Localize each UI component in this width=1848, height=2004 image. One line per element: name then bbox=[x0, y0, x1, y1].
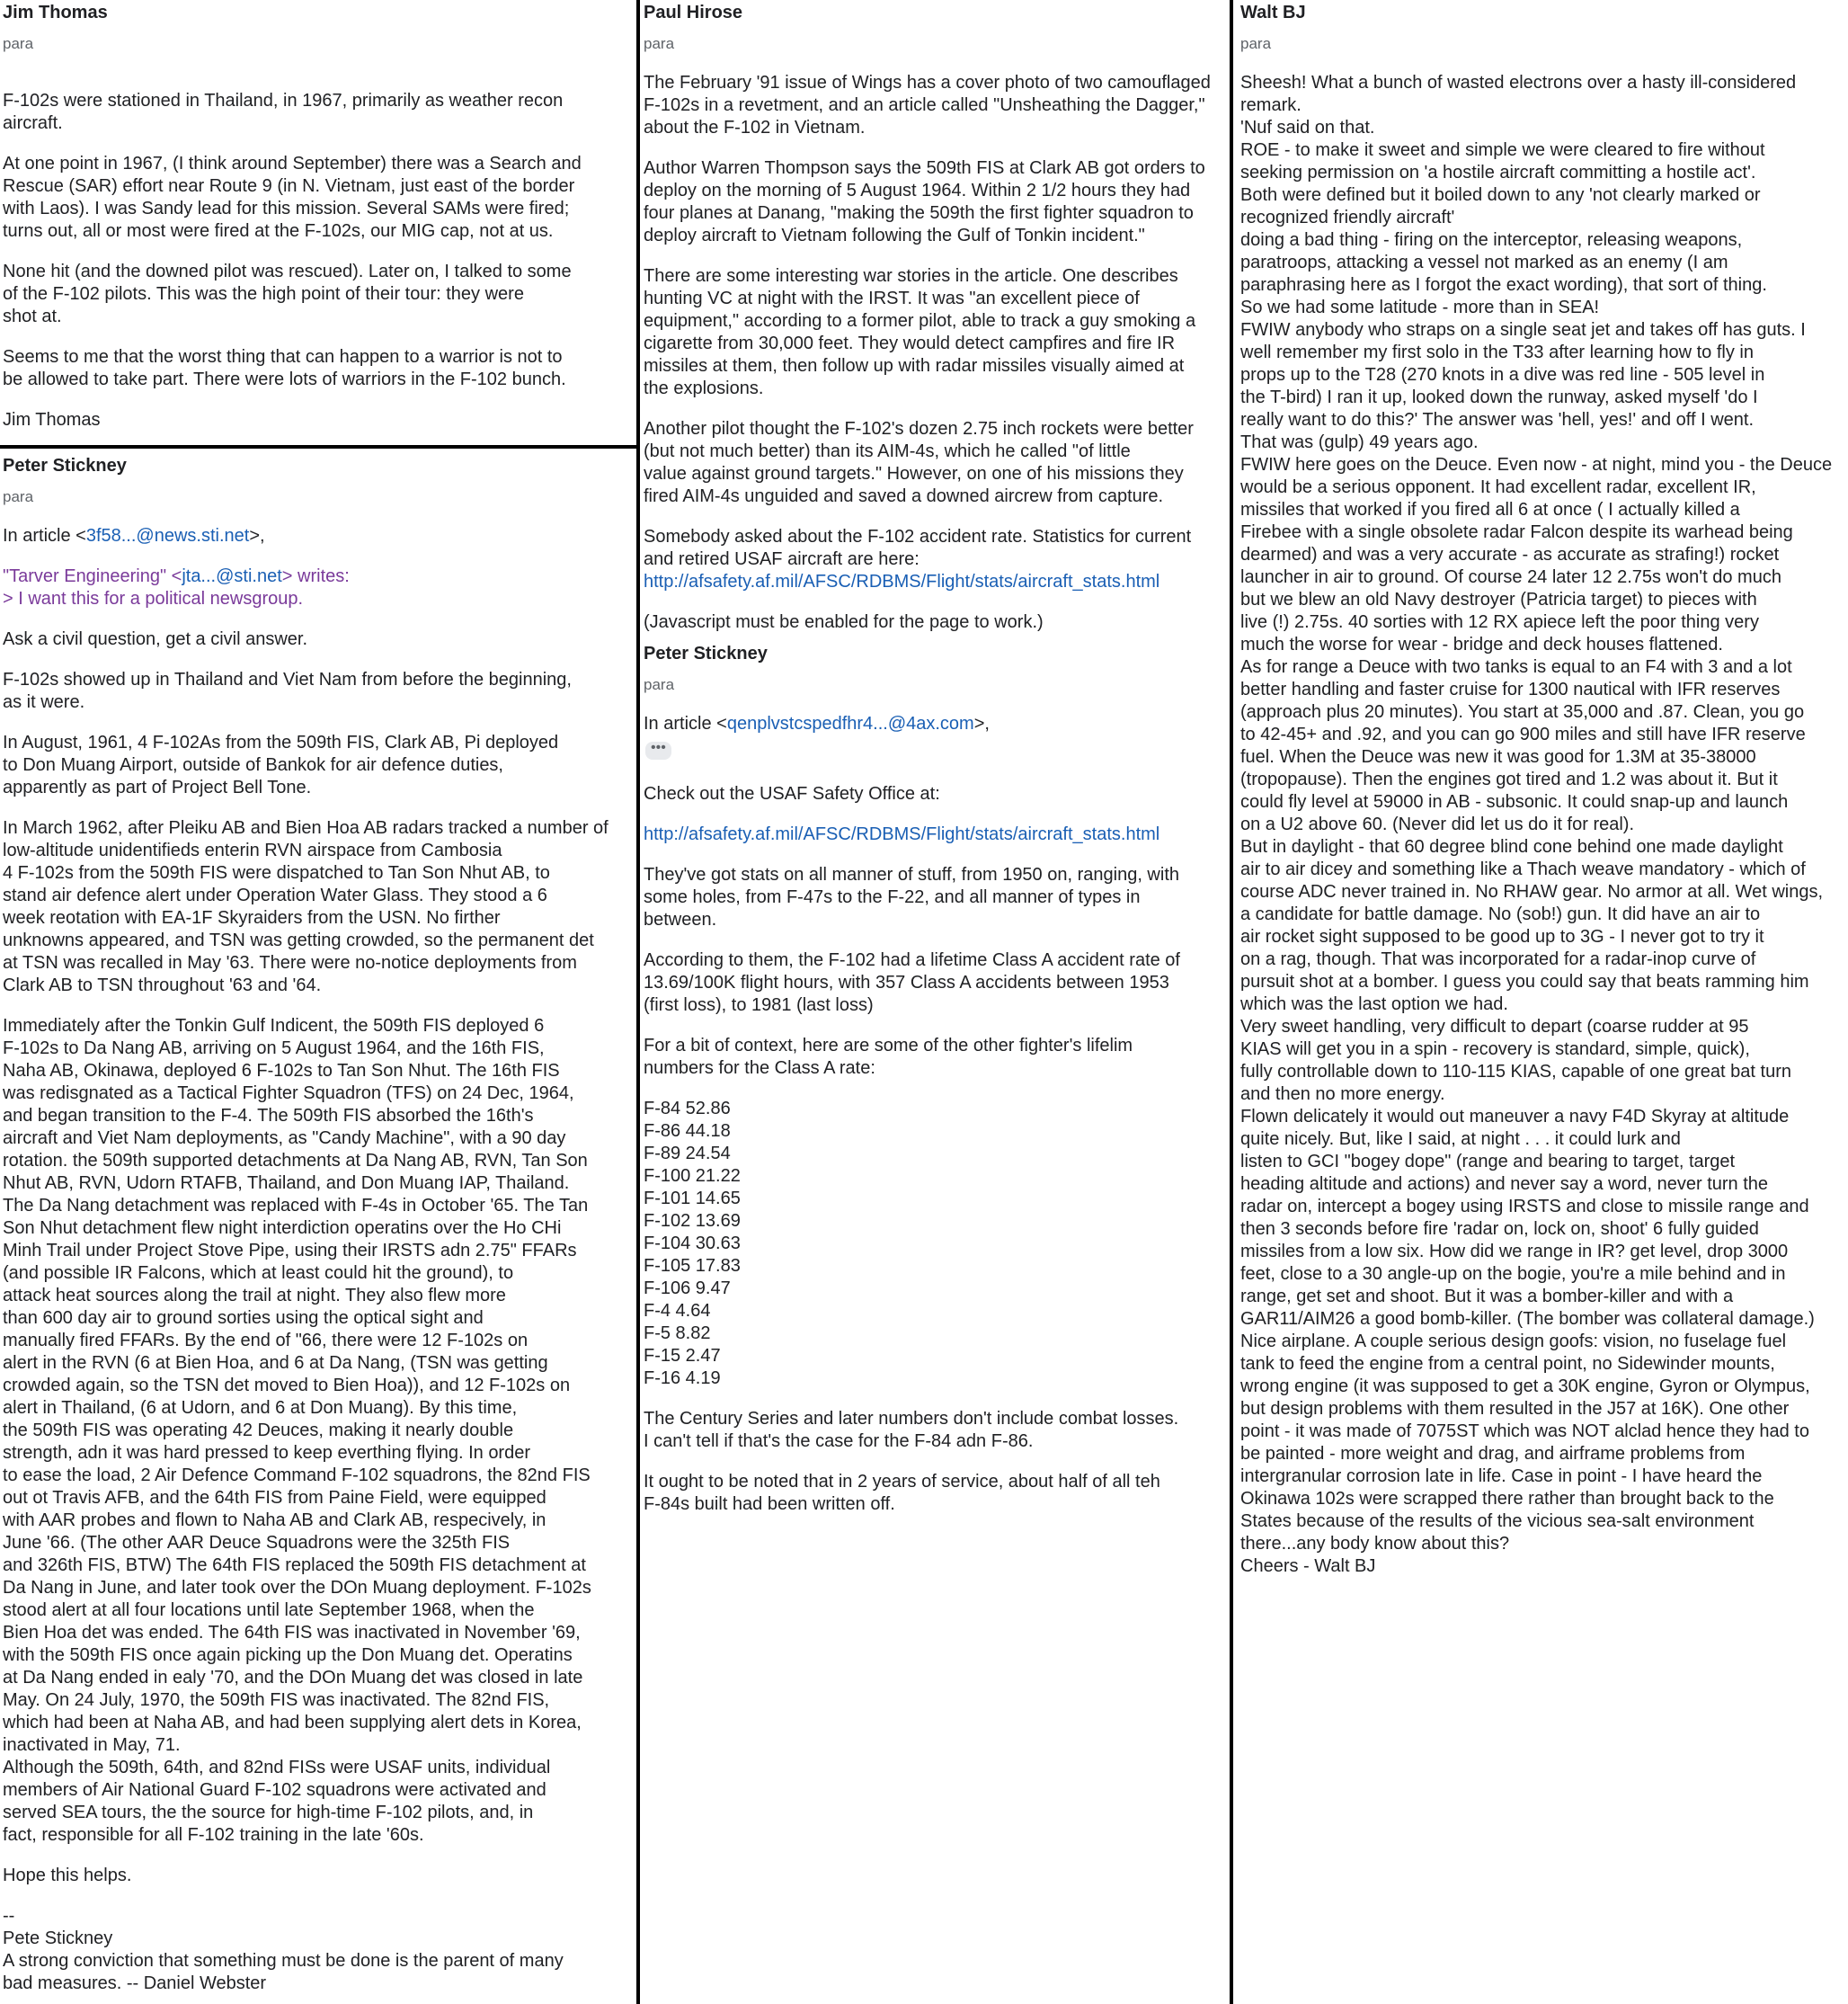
post-paragraph: F-102s showed up in Thailand and Viet Nam from before the beginning, as it were. bbox=[3, 670, 572, 712]
post-paragraph: None hit (and the downed pilot was rescued). Later on, I talked to some of the F-102 pilots. This was the high point of their tour: they were shot at. bbox=[3, 262, 572, 326]
author-name[interactable]: Jim Thomas bbox=[3, 3, 108, 22]
article-attribution bbox=[644, 713, 1226, 735]
post-meta: para bbox=[3, 35, 34, 52]
post-body bbox=[1240, 72, 1844, 1578]
post-meta: para bbox=[644, 676, 675, 693]
attribution-suffix: >, bbox=[249, 526, 265, 546]
attribution-prefix: In article < bbox=[644, 714, 727, 734]
post-paragraph: Check out the USAF Safety Office at: bbox=[644, 784, 940, 804]
post-body bbox=[644, 713, 1226, 1516]
right-column bbox=[1240, 0, 1844, 2004]
post-body bbox=[3, 90, 632, 432]
post-meta: para bbox=[3, 488, 34, 505]
attribution-prefix: In article < bbox=[3, 526, 86, 546]
quoted-email-link[interactable]: jta...@sti.net bbox=[182, 566, 282, 586]
post-paragraph: (Javascript must be enabled for the page to work.) bbox=[644, 612, 1044, 632]
stats-link[interactable]: http://afsafety.af.mil/AFSC/RDBMS/Flight/stats/aircraft_stats.html bbox=[644, 572, 1160, 592]
post-paragraph: Author Warren Thompson says the 509th FIS at Clark AB got orders to deploy on the morning of 5 August 1964. Within 2 1/2 hours they had four planes at Danang, "making the 509th the first fighter squadron to deploy aircraft to Vietnam following the Gulf of Tonkin incident." bbox=[644, 158, 1205, 245]
middle-column bbox=[644, 0, 1226, 2004]
post-paragraph bbox=[644, 526, 1226, 593]
post-meta: para bbox=[644, 35, 675, 52]
post-signature: Jim Thomas bbox=[3, 410, 101, 430]
quoted-author-end: > writes: bbox=[281, 566, 350, 586]
post-paragraph: Seems to me that the worst thing that can happen to a warrior is not to be allowed to take part. There were lots of warriors in the F-102 bunch. bbox=[3, 347, 566, 389]
author-name[interactable]: Walt BJ bbox=[1240, 3, 1306, 22]
post-paragraph: According to them, the F-102 had a lifetime Class A accident rate of 13.69/100K flight hours, with 357 Class A accidents between 1953 (first loss), to 1981 (last loss) bbox=[644, 950, 1180, 1015]
post-paragraph: Immediately after the Tonkin Gulf Indicent, the 509th FIS deployed 6 F-102s to Da Nang AB, arriving on 5 August 1964, and the 16th FIS, Naha AB, Okinawa, deployed 6 F-102s to Tan Son Nhut. The 16th FIS was redisgnated as a Tactical Fighter Squadron (TFS) on 24 Dec, 1964, and began transition to the F-4. The 509th FIS absorbed the 16th's aircraft and Viet Nam deployments, as "Candy Machine", with a 90 day rotation. the 509th supported detachments at Da Nang AB, RVN, Tan Son Nhut AB, RVN, Udorn RTAFB, Thailand, and Don Muang IAP, Thailand. The Da Nang detachment was replaced with F-4s in October '65. The Tan Son Nhut detachment flew night interdiction operatins over the Ho CHi Minh Trail under Project Stove Pipe, using their IRSTS adn 2.75" FFARs (and possible IR Falcons, which at least could hit the ground), to attack heat sources along the trail at night. They also flew more than 600 day air to ground sorties using the optical sight and manually fired FFARs. By the end of "66, there were 12 F-102s on alert in the RVN (6 at Bien Hoa, and 6 at Da Nang, (TSN was getting crowded again, so the TSN det moved to Bien Hoa)), and 12 F-102s on alert in Thailand, (6 at Udorn, and 6 at Don Muang). By this time, the 509th FIS was operating 42 Deuces, making it nearly double strength, adn it was hard pressed to keep everthing flying. In order to ease the load, 2 Air Defence Command F-102 squadrons, the 82nd FIS out ot Travis AFB, and the 64th FIS from Paine Field, were equipped with AAR probes and flown to Naha AB and Clark AB, respecively, in June '66. (The other AAR Deuce Squadrons were the 325th FIS and 326th FIS, BTW) The 64th FIS replaced the 509th FIS detachment at Da Nang in June, and later took over the DOn Muang deployment. F-102s stood alert at all four locations until late September 1968, when the Bien Hoa det was ended. The 64th FIS was inactivated in November '69, with the 509th FIS once again picking up the Don Muang det. Operatins at Da Nang ended in ealy '70, and the DOn Muang det was closed in late May. On 24 July, 1970, the 509th FIS was inactivated. The 82nd FIS, which had been at Naha AB, and had been supplying alert dets in Korea, inactivated in May, 71. Although the 509th, 64th, and 82nd FISs were USAF units, individual members of Air National Guard F-102 squadrons were activated and served SEA tours, the the source for high-time F-102 pilots, and, in fact, responsible for all F-102 training in the late '60s. bbox=[3, 1016, 591, 1845]
post-text: Sheesh! What a bunch of wasted electrons over a hasty ill-considered remark. 'Nuf said on that. ROE - to make it sweet and simple we were cleared to fire without seeking permission on 'a hostile aircraft committing a hostile act'. Both were defined but it boiled down to any 'not clearly marked or recognized friendly aircraft' doing a bad thing - firing on the interceptor, releasing weapons, paratroops, attacking a vessel not marked as an enemy (I am paraphrasing here as I forgot the exact wording), that sort of thing. So we had some latitude - more than in SEA! FWIW anybody who straps on a single seat jet and takes off has guts. I well remember my first solo in the T33 after learning how to fly in props up to the T28 (270 knots in a dive was red line - 505 level in the T-bird) I ran it up, looked down the runway, asked myself 'do I really want to do this?' The answer was 'hell, yes!' and off I went. That was (gulp) 49 years ago. FWIW here goes on the Deuce. Even now - at night, mind you - the Deuce would be a serious opponent. It had excellent radar, excellent IR, missiles that worked if you fired all 6 at once ( I actually killed a Firebee with a single obsolete radar Falcon despite its warhead being dearmed) and was a very accurate - as accurate as strafing!) rocket launcher in air to ground. Of course 24 later 12 2.75s won't do much but we blew an old Navy destroyer (Patricia target) to pieces with live (!) 2.75s. 40 sorties with 12 RX apiece left the poor thing very much the worse for wear - bridge and deck houses flattened. As for range a Deuce with two tanks is equal to an F4 with 3 and a lot better handling and faster cruise for 1300 nautical with IFR reserves (approach plus 20 minutes). You start at 35,000 and .87. Clean, you go to 42-45+ and .92, and you can go 900 miles and still have IFR reserve fuel. When the Deuce was new it was good for 1.3M at 35-38000 (tropopause). Then the engines got tired and 1.2 was about it. But it could fly level at 59000 in AB - subsonic. It could snap-up and launch on a U2 above 60. (Never did let us do it for real). But in daylight - that 60 degree blind cone behind one made daylight air to air dicey and something like a Thach weave mandatory - which of course ADC never trained in. No RHAW gear. No armor at all. Wet wings, a candidate for battle damage. No (sob!) gun. It did have an air to air rocket sight supposed to be good up to 3G - I never got to try it on a rag, though. That was incorporated for a radar-inop curve of pursuit shot at a bomber. I guess you could say that beats ramming him which was the last option we had. Very sweet handling, very difficult to depart (coarse rudder at 95 KIAS will get you in a spin - recovery is standard, simple, quick), fully controllable down to 110-115 KIAS, capable of one great bat turn and then no more energy. Flown delicately it would out maneuver a navy F4D Skyray at altitude quite nicely. But, like I said, at night . . . it could lurk and listen to GCI "bogey dope" (range and bearing to target, target heading altitude and actions) and never say a word, never turn the radar on, intercept a bogey using IRSTS and close to missile range and then 3 seconds before fire 'radar on, lock on, shoot' 6 fully guided missiles from a low six. How did we range in IR? get level, drop 3000 feet, close to a 30 angle-up on the bogie, you're a mile behind and in range, get set and shoot. But it was a bomber-killer and with a GAR11/AIM26 a good bomb-killer. (The bomber was collateral damage.) Nice airplane. A couple serious design goofs: vision, no fuselage fuel tank to feed the engine from a central point, no Sidewinder mounts, wrong engine (it was supposed to get a 30K engine, Gyron or Olympus, but design problems with them resulted in the J57 at 16K). One other point - it was made of 7075ST which was NOT alclad hence they had to be painted - more weight and drag, and airframe problems from intergranular corrosion late in life. Case in point - I have heard the Okinawa 102s were scrapped there rather than brought back to the States because of the results of the vicious sea-salt environment there...any body know about this? Cheers - Walt BJ bbox=[1240, 73, 1833, 1576]
post-peter-stickney-2 bbox=[644, 643, 1226, 1516]
author-name[interactable]: Peter Stickney bbox=[3, 456, 127, 476]
post-paragraph: F-102s were stationed in Thailand, in 1967, primarily as weather recon aircraft. bbox=[3, 91, 564, 133]
article-attribution bbox=[3, 525, 632, 548]
author-name[interactable]: Paul Hirose bbox=[644, 3, 743, 22]
message-id-link[interactable]: qenplvstcspedfhr4...@4ax.com bbox=[726, 714, 974, 734]
post-paragraph: The February '91 issue of Wings has a cover photo of two camouflaged F-102s in a revetment, and an article called "Unsheathing the Dagger," about the F-102 in Vietnam. bbox=[644, 73, 1211, 138]
post-paragraph: For a bit of context, here are some of the other fighter's lifelim numbers for the Class A rate: bbox=[644, 1036, 1133, 1078]
post-paragraph: Hope this helps. bbox=[3, 1866, 132, 1885]
post-paragraph: At one point in 1967, (I think around September) there was a Search and Rescue (SAR) effort near Route 9 (in N. Vietnam, just east of the border with Laos). I was Sandy lead for this mission. Several SAMs were fired; turns out, all or most were fired at the F-102s, our MIG cap, not at us. bbox=[3, 154, 582, 241]
column-divider-left bbox=[636, 0, 640, 2004]
post-paragraph: There are some interesting war stories in the article. One describes hunting VC at night with the IRST. It was "an excellent piece of equipment," according to a former pilot, able to track a guy smoking a cigarette from 30,000 feet. They would detect campfires and fire IR missiles at them, then follow up with radar missiles visually aimed at the explosions. bbox=[644, 266, 1196, 398]
post-paragraph: The Century Series and later numbers don't include combat losses. I can't tell if that's the case for the F-84 adn F-86. bbox=[644, 1409, 1179, 1451]
show-quoted-text-button[interactable]: ••• bbox=[645, 742, 671, 760]
post-body bbox=[644, 72, 1226, 634]
accident-rate-list: F-84 52.86 F-86 44.18 F-89 24.54 F-100 21.22 F-101 14.65 F-102 13.69 F-104 30.63 F-105 17.83 F-106 9.47 F-4 4.64 F-5 8.82 F-15 2.47 F-16 4.19 bbox=[644, 1099, 741, 1388]
post-walt-bj bbox=[1240, 0, 1844, 1578]
quoted-block bbox=[3, 566, 632, 610]
quoted-line: > I want this for a political newsgroup. bbox=[3, 589, 304, 609]
post-body bbox=[3, 525, 632, 1995]
post-peter-stickney-1 bbox=[3, 455, 632, 2004]
attribution-suffix: >, bbox=[973, 714, 990, 734]
post-paragraph: In March 1962, after Pleiku AB and Bien Hoa AB radars tracked a number of low-altitude unidentifieds enterin RVN airspace from Cambosia 4 F-102s from the 509th FIS were dispatched to Tan Son Nhut AB, to stand air defence alert under Operation Water Glass. They stood a 6 week reotation with EA-1F Skyraiders from the USN. No firther unknowns appeared, and TSN was getting crowded, so the permanent det at TSN was recalled in May '63. There were no-notice deployments from Clark AB to TSN throughout '63 and '64. bbox=[3, 818, 609, 995]
stats-link[interactable]: http://afsafety.af.mil/AFSC/RDBMS/Flight/stats/aircraft_stats.html bbox=[644, 824, 1160, 844]
post-paul-hirose bbox=[644, 0, 1226, 634]
post-paragraph: Another pilot thought the F-102's dozen 2.75 inch rockets were better (but not much better) than its AIM-4s, which he called "of little value against ground targets." However, on one of his missions they fired AIM-4s unguided and saved a downed aircrew from capture. bbox=[644, 419, 1194, 506]
stats-text: Somebody asked about the F-102 accident rate. Statistics for current and retired USAF aircraft are here: bbox=[644, 527, 1192, 569]
post-paragraph: It ought to be noted that in 2 years of service, about half of all teh F-84s built had been written off. bbox=[644, 1472, 1160, 1514]
author-name[interactable]: Peter Stickney bbox=[644, 644, 768, 664]
post-paragraph: In August, 1961, 4 F-102As from the 509th FIS, Clark AB, Pi deployed to Don Muang Airport, outside of Bankok for air defence duties, apparently as part of Project Bell Tone. bbox=[3, 733, 559, 797]
post-paragraph: Ask a civil question, get a civil answer. bbox=[3, 629, 308, 649]
post-paragraph bbox=[644, 824, 1226, 846]
post-divider-left bbox=[0, 445, 640, 449]
message-id-link[interactable]: 3f58...@news.sti.net bbox=[85, 526, 250, 546]
post-paragraph: They've got stats on all manner of stuff, from 1950 on, ranging, with some holes, from F-47s to the F-22, and all manner of types in between. bbox=[644, 865, 1179, 930]
post-meta: para bbox=[1240, 35, 1272, 52]
quoted-author: "Tarver Engineering" < bbox=[3, 566, 182, 586]
post-jim-thomas bbox=[3, 2, 632, 442]
post-signature: -- Pete Stickney A strong conviction that something must be done is the parent of many bad measures. -- Daniel Webster bbox=[3, 1906, 564, 1993]
column-divider-right bbox=[1230, 0, 1233, 2004]
